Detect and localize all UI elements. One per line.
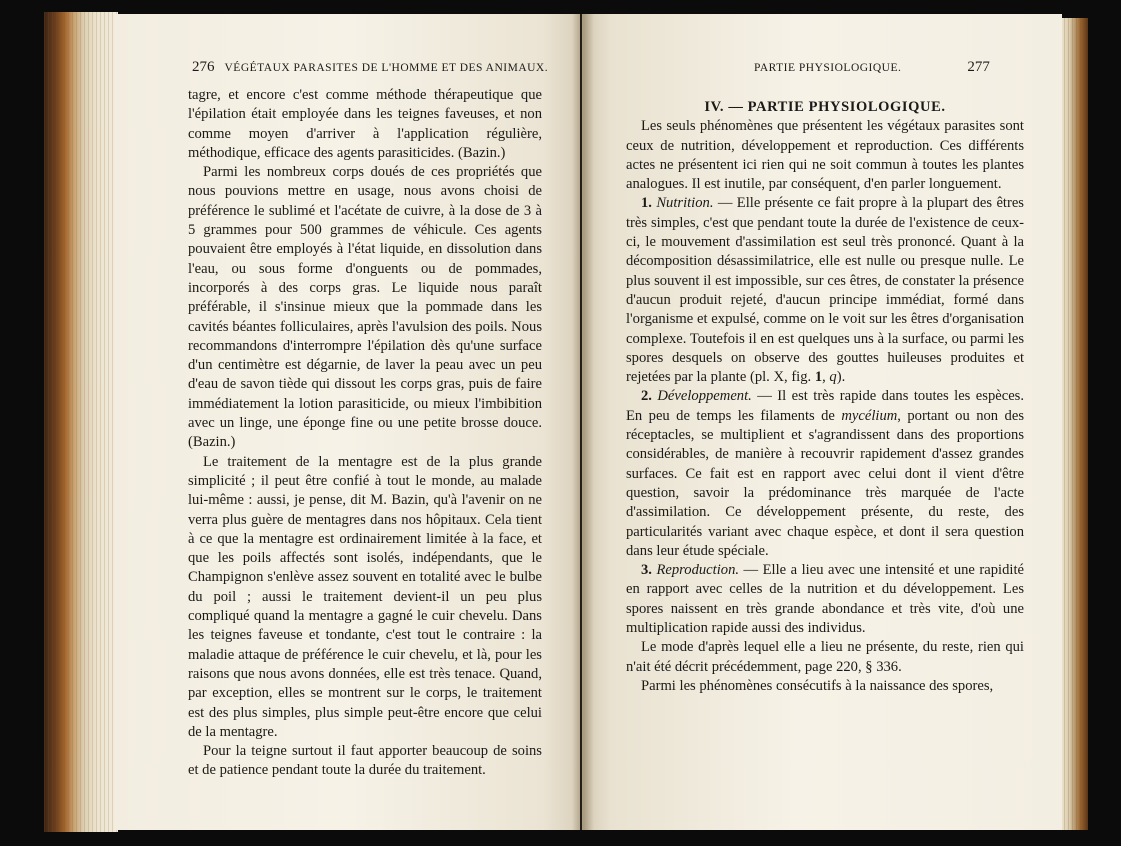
item-reproduction (626, 561, 1024, 638)
left-paragraph-3: Le traitement de la mentagre est de la plus grande simplicité ; il peut être confié à tout le monde, au malade lui-même : aussi, je pense, dit M. Bazin, qu'à l'avenir on ne verra plus guère de mentagres dans nos hôpitaux. Cela tient à ce que la mentagre est ordinairement limitée à la face, et que les poils affectés sont isolés, indépendants, que le Champignon s'enlève assez souvent en totalité avec le bulbe du poil ; aussi le traitement devient-il un peu plus compliqué quand la mentagre a gagné le cuir chevelu. Dans les teignes faveuse et tondante, c'est tout le contraire : la maladie attaque de préférence le cuir chevelu, et là, pour les raisons que nous avons données, elle est très tenace. Quand, par exception, elles se montrent sur le corps, le traitement est des plus simples, plus simple peut-être encore que celui de la mentagre. (188, 453, 542, 740)
left-page-body (188, 86, 542, 781)
section-title: IV. — PARTIE PHYSIOLOGIQUE. (704, 99, 946, 115)
item-1-number: 1. (641, 195, 652, 212)
right-page (582, 14, 1062, 830)
item-3-number: 3. (641, 562, 652, 579)
item-2-mycelium: mycélium (841, 407, 898, 424)
item-3-text: — Elle a lieu avec une intensité et une rapidité en rapport avec celles de la nutrition et du développement. Les spores naissent en très grande abondance et très vite, d'où une multiplication rapide aussi des individus. (626, 562, 1024, 637)
left-header-title: VÉGÉTAUX PARASITES DE L'HOMME ET DES ANIMAUX. (224, 62, 549, 74)
item-1-end: ). (836, 369, 846, 386)
item-1-text: — Elle présente ce fait propre à la plupart des êtres très simples, c'est que pendant toute la durée de l'existence de ceux-ci, le mouvement d'assimilation est seul très prononcé. Quant à la décomposition désassimilatrice, elle est nulle ou presque nulle. Le plus souvent il est impossible, sur ces êtres, de constater la présence d'aucun produit rejeté, d'aucun principe immédiat, formé dans l'organisme et expulsé, comme on le voit sur les êtres d'organisation complexe. Toutefois il en est quelques uns à la surface, ou parmi les spores desquels on observe des gouttes huileuses produites et rejetées par la plante (pl. X, fig. (626, 195, 1024, 386)
item-1-fig-number: 1 (814, 369, 823, 386)
left-paragraph-4: Pour la teigne surtout il faut apporter beaucoup de soins et de patience pendant toute la durée du traitement. (188, 743, 542, 779)
right-running-head (754, 59, 990, 76)
book-gutter (572, 14, 594, 830)
right-page-body (626, 98, 1024, 696)
right-page-number: 277 (967, 59, 990, 75)
right-header-title: PARTIE PHYSIOLOGIQUE. (754, 62, 902, 74)
left-paragraph-2: Parmi les nombreux corps doués de ces propriétés que nous pouvions mettre en usage, nous avons choisi de préférence le sublimé et l'acétate de cuivre, à la dose de 3 à 5 grammes pour 500 grammes de véhicule. Ces agents pouvaient être employés à l'état liquide, en dissolution dans l'eau, ou sous forme d'onguents ou de pommades, incorporés à des corps gras. Le liquide nous paraît préférable, il s'insinue mieux que la pommade dans les cavités béantes folliculaires, après l'avulsion des poils. Nous recommandons d'interrompre l'épilation dès qu'une surface d'un centimètre est dégarnie, de laver la peau avec un peu d'eau de savon tiède qui dissout les corps gras, puis de faire immédiatement la lotion parasiticide, ou mieux l'imbibition avec un linge, une éponge fine ou une petite brosse douce. (Bazin.) (188, 164, 542, 451)
item-2-text-b: , portant ou non des réceptacles, se multiplient et s'agrandissent dans des proportions considérables, de manière à recouvrir rapidement d'assez grandes surfaces. Ce fait est en rapport avec celui dont il vient d'être question, savoir la prédominance très marquée de l'acte d'assimilation. Ce développement présente, du reste, des particularités variant avec chaque espèce, et dont il sera question dans leur étude spéciale. (626, 407, 1024, 559)
right-intro-paragraph: Les seuls phénomènes que présentent les végétaux parasites sont ceux de nutrition, développement et reproduction. Ces différents actes ne présentent ici rien qui ne soit commun à toutes les plantes analogues. Il est inutile, par conséquent, d'en parler longuement. (626, 118, 1024, 193)
left-paragraph-1: tagre, et encore c'est comme méthode thérapeutique que l'épilation était employée dans les teignes faveuses, et non comme moyen d'arriver à l'application régulière, méthodique, efficace des agents parasiticides. (Bazin.) (188, 87, 542, 161)
item-1-fig-letter: q (829, 369, 837, 386)
left-running-head (192, 59, 548, 76)
item-2-text-a: — Il est très rapide dans toutes les espèces. En peu de temps les filaments de (626, 388, 1024, 424)
item-nutrition (626, 194, 1024, 387)
item-2-title: Développement. (657, 388, 752, 405)
right-paragraph-last: Parmi les phénomènes consécutifs à la naissance des spores, (641, 677, 994, 694)
left-page-edges (44, 12, 118, 832)
item-3-title: Reproduction. (656, 562, 740, 579)
item-1-title: Nutrition. (656, 195, 714, 212)
left-page-number: 276 (192, 59, 215, 75)
item-developpement (626, 387, 1024, 561)
item-2-number: 2. (641, 388, 652, 405)
right-paragraph-mode: Le mode d'après lequel elle a lieu ne présente, du reste, rien qui n'ait été décrit précédemment, page 220, § 336. (626, 639, 1024, 675)
item-1-sep: , (822, 369, 830, 386)
right-page-edges (1060, 18, 1088, 830)
left-page (114, 14, 580, 830)
